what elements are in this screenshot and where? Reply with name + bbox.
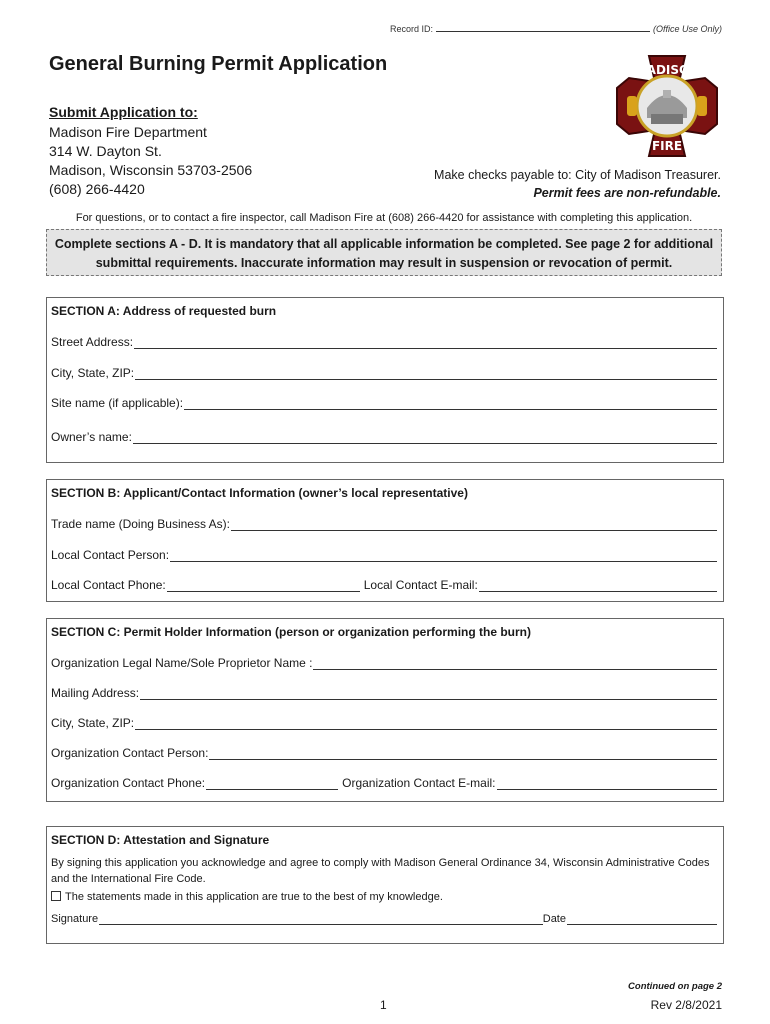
revision-date: Rev 2/8/2021 [650,998,722,1012]
office-use-note: (Office Use Only) [653,24,723,34]
site-name-field[interactable] [184,397,717,410]
local-contact-phone-field[interactable] [167,579,360,592]
street-address-label: Street Address: [51,335,134,349]
owner-name-label: Owner’s name: [51,430,132,444]
madison-fire-logo-icon [613,52,721,160]
org-legal-name-field[interactable] [313,657,717,670]
submit-line-department: Madison Fire Department [49,124,207,140]
signature-date-row [51,909,717,925]
submit-line-city: Madison, Wisconsin 53703-2506 [49,162,253,178]
local-contact-email-label: Local Contact E-mail: [363,578,478,592]
record-id-field[interactable] [436,23,650,32]
org-contact-phone-label: Organization Contact Phone: [51,776,206,790]
city-state-zip-row [51,364,717,380]
questions-note: For questions, or to contact a fire inspector, call Madison Fire at (608) 266-4420 for assistance with completing this application. [75,212,693,224]
trade-name-field[interactable] [231,518,717,531]
local-contact-phone-email-row [51,576,717,592]
local-contact-person-row [51,546,717,562]
section-b [46,479,724,602]
checks-payable: Make checks payable to: City of Madison Treasurer. [434,168,721,182]
trade-name-label: Trade name (Doing Business As): [51,517,230,531]
submit-line-phone: (608) 266-4420 [49,181,145,197]
mailing-address-field[interactable] [140,687,717,700]
signature-field[interactable] [99,912,543,925]
org-contact-person-row [51,744,717,760]
mailing-address-row [51,684,717,700]
org-contact-email-field[interactable] [497,777,717,790]
logo-top-text: MADISON [634,63,700,77]
org-contact-phone-email-row [51,774,717,790]
attestation-checkbox-row [51,889,715,905]
city-state-zip-label: City, State, ZIP: [51,366,135,380]
site-name-row [51,394,717,410]
org-city-state-zip-field[interactable] [135,717,717,730]
continued-note: Continued on page 2 [628,981,722,992]
mandatory-notice [46,229,722,276]
record-id-label: Record ID: [390,24,434,34]
page-number: 1 [380,998,387,1012]
logo-bottom-text: FIRE [651,139,683,153]
submit-line-street: 314 W. Dayton St. [49,143,162,159]
org-legal-name-label: Organization Legal Name/Sole Proprietor Name : [51,656,313,670]
attestation-checkbox[interactable] [51,891,61,901]
date-field[interactable] [567,912,717,925]
section-b-title: SECTION B: Applicant/Contact Information (owner’s local representative) [51,486,468,500]
section-c [46,618,724,802]
site-name-label: Site name (if applicable): [51,396,184,410]
notice-line-2: submittal requirements. Inaccurate information may result in suspension or revocation of permit. [95,256,673,270]
submit-heading: Submit Application to: [49,104,198,120]
section-a [46,297,724,463]
trade-name-row [51,515,717,531]
record-id [390,23,722,34]
fees-nonrefundable: Permit fees are non-refundable. [533,186,721,200]
date-label: Date [542,913,566,925]
org-city-state-zip-label: City, State, ZIP: [51,716,135,730]
section-a-title: SECTION A: Address of requested burn [51,304,277,318]
mailing-address-label: Mailing Address: [51,686,140,700]
city-state-zip-field[interactable] [135,367,717,380]
org-legal-name-row [51,654,717,670]
org-contact-person-label: Organization Contact Person: [51,746,209,760]
attestation-statement: By signing this application you acknowledge and agree to comply with Madison General Ordinance 34, Wisconsin Administrative Codes and the International Fire Code. [51,857,710,885]
page-title: General Burning Permit Application [49,53,388,75]
section-c-title: SECTION C: Permit Holder Information (person or organization performing the burn) [51,625,532,639]
owner-name-row [51,428,717,444]
org-city-state-zip-row [51,714,717,730]
local-contact-person-label: Local Contact Person: [51,548,170,562]
org-contact-email-label: Organization Contact E-mail: [342,776,496,790]
notice-line-1: Complete sections A - D. It is mandatory that all applicable information be completed. See page 2 for additional [54,237,714,251]
attestation-checkbox-label: The statements made in this application are true to the best of my knowledge. [65,891,443,903]
street-address-row [51,333,717,349]
local-contact-person-field[interactable] [170,549,717,562]
local-contact-phone-label: Local Contact Phone: [51,578,166,592]
local-contact-email-field[interactable] [479,579,717,592]
section-d [46,826,724,944]
org-contact-phone-field[interactable] [206,777,338,790]
signature-label: Signature [51,913,99,925]
org-contact-person-field[interactable] [209,747,717,760]
section-d-title: SECTION D: Attestation and Signature [51,833,270,847]
street-address-field[interactable] [134,336,717,349]
owner-name-field[interactable] [133,431,717,444]
